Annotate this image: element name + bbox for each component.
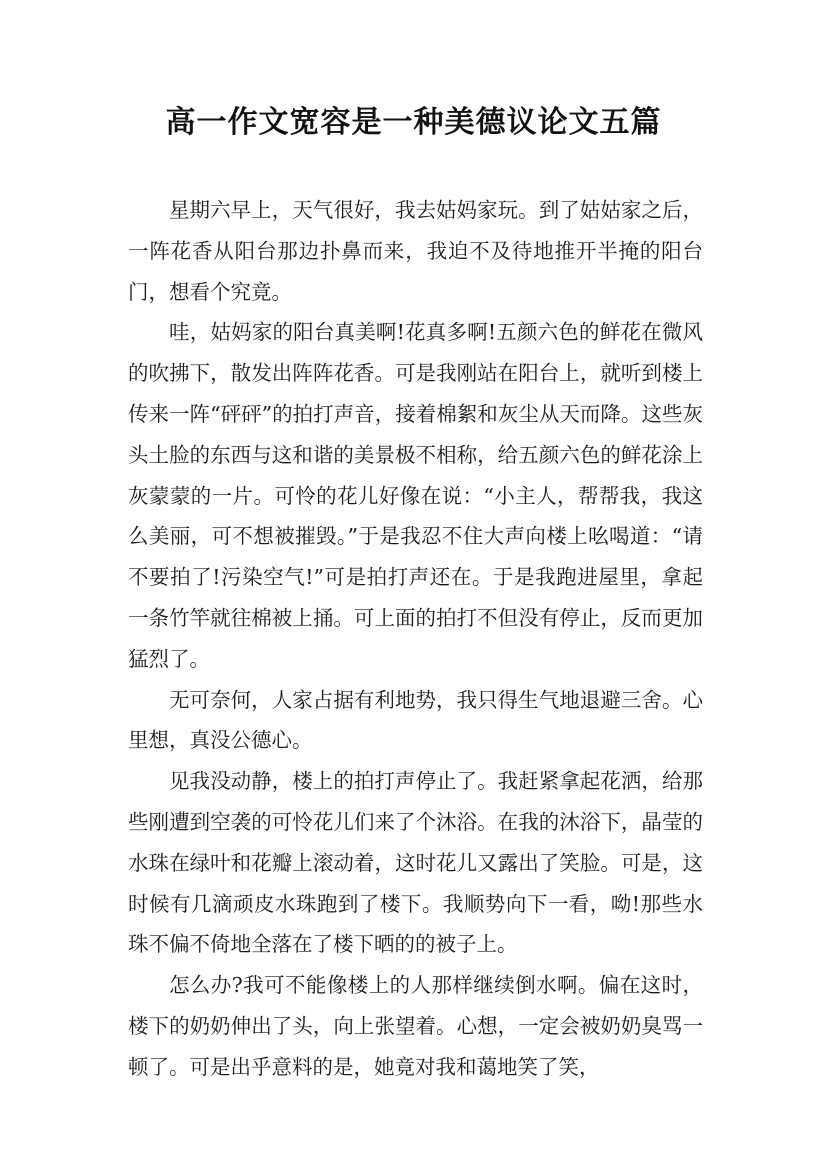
paragraph-3: 无可奈何，人家占据有利地势，我只得生气地退避三舍。心里想，真没公德心。 — [128, 687, 703, 753]
paragraph-5: 怎么办?我可不能像楼上的人那样继续倒水啊。偏在这时，楼下的奶奶伸出了头，向上张望着。心想，一定会被奶奶臭骂一顿了。可是出乎意料的是，她竟对我和蔼地笑了笑， — [128, 973, 703, 1079]
paragraph-2: 哇，姑妈家的阳台真美啊!花真多啊!五颜六色的鲜花在微风的吹拂下，散发出阵阵花香。可是我刚站在阳台上，就听到楼上传来一阵“砰砰”的拍打声音，接着棉絮和灰尘从天而降。这些灰头土脸的东西与这和谐的美景极不相称，给五颜六色的鲜花涂上灰蒙蒙的一片。可怜的花儿好像在说：“小主人，帮帮我，我这么美丽，可不想被摧毁。”于是我忍不住大声向楼上吆喝道：“请不要拍了!污染空气!”可是拍打声还在。于是我跑进屋里，拿起一条竹竿就往棉被上捅。可上面的拍打不但没有停止，反而更加猛烈了。 — [128, 320, 703, 671]
paragraph-1: 星期六早上，天气很好，我去姑妈家玩。到了姑姑家之后，一阵花香从阳台那边扑鼻而来，我迫不及待地推开半掩的阳台门，想看个究竟。 — [128, 198, 703, 304]
document-title: 高一作文宽容是一种美德议论文五篇 — [165, 105, 662, 140]
paragraph-4: 见我没动静，楼上的拍打声停止了。我赶紧拿起花洒，给那些刚遭到空袭的可怜花儿们来了个沐浴。在我的沐浴下，晶莹的水珠在绿叶和花瓣上滚动着，这时花儿又露出了笑脸。可是，这时候有几滴顽皮水珠跑到了楼下。我顺势向下一看，呦!那些水珠不偏不倚地全落在了楼下晒的的被子上。 — [128, 769, 703, 957]
document-body — [128, 190, 703, 1088]
